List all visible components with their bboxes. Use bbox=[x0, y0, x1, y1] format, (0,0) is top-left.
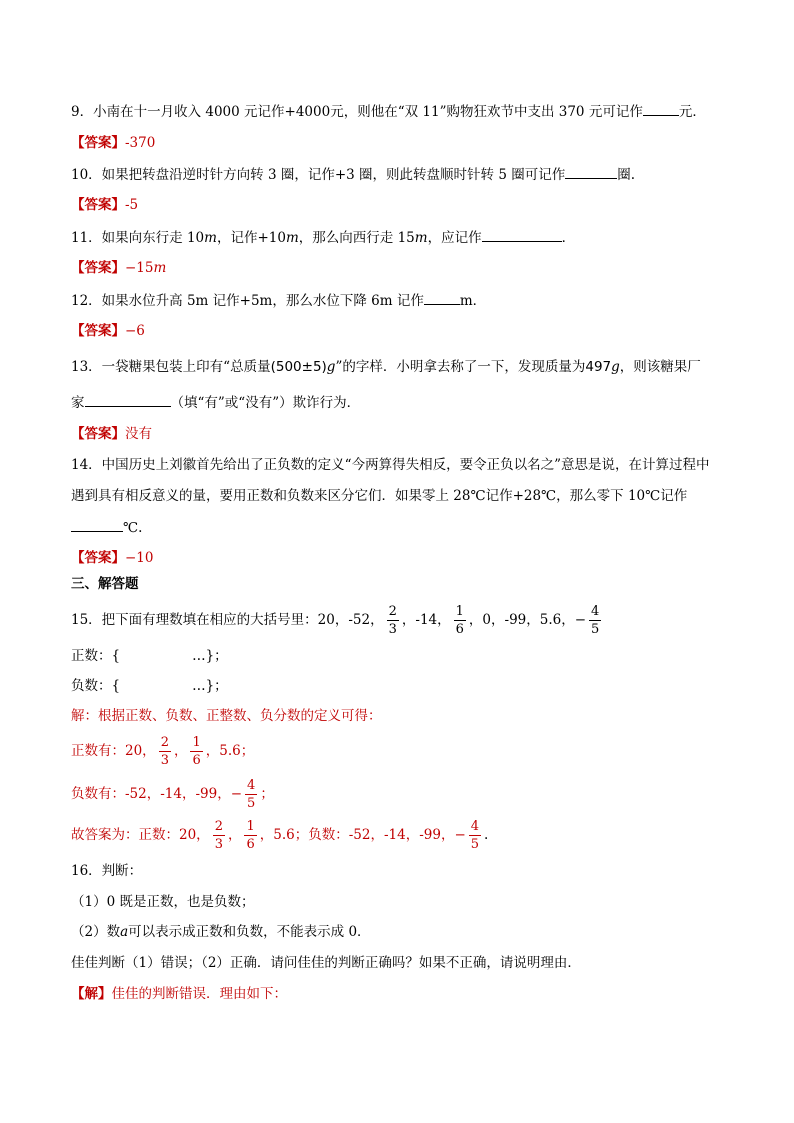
question-14-line-2: 遇到具有相反意义的量，要用正数和负数来区分它们．如果零上 28℃记作+28℃，那么零下 10℃记作 bbox=[71, 488, 688, 504]
question-11: 11．如果向东行走 10m，记作+10m，那么向西行走 15m，应记作 ． bbox=[71, 227, 734, 248]
answer-blank bbox=[565, 164, 617, 179]
solution-15-positive: 正数有：20， $\frac{2}{3}$ ， $\frac{1}{6}$ ，5.6； bbox=[71, 735, 255, 768]
answer-blank bbox=[85, 392, 171, 407]
answer-11: 【答案】−15m bbox=[71, 260, 167, 276]
question-10: 10．如果把转盘沿逆时针方向转 3 圈，记作+3 圈，则此转盘顺时针转 5 圈可记作 圈. bbox=[71, 164, 734, 185]
solution-15-intro: 解：根据正数、负数、正整数、负分数的定义可得： bbox=[71, 708, 382, 724]
question-16-statement-2: （2）数a可以表示成正数和负数，不能表示成 0． bbox=[71, 924, 371, 940]
answer-14: 【答案】−10 bbox=[71, 550, 154, 566]
fraction: $\frac{2}{3}$ bbox=[160, 735, 169, 768]
question-16-statement-1: （1）0 既是正数，也是负数； bbox=[71, 894, 255, 910]
answer-blank bbox=[482, 227, 562, 242]
question-16: 16．判断： bbox=[71, 863, 143, 879]
answer-blank bbox=[643, 101, 679, 116]
answer-10: 【答案】-5 bbox=[71, 197, 139, 213]
answer-16: 【解】佳佳的判断错误．理由如下： bbox=[71, 986, 287, 1002]
fraction: $\frac{1}{6}$ bbox=[455, 604, 464, 637]
fraction: $\frac{4}{5}$ bbox=[591, 604, 600, 637]
question-12: 12．如果水位升高 5m 记作+5m，那么水位下降 6m 记作 m． bbox=[71, 290, 734, 311]
question-16-prompt: 佳佳判断（1）错误；（2）正确．请问佳佳的判断正确吗？如果不正确，请说明理由． bbox=[71, 955, 581, 971]
fraction: $\frac{2}{3}$ bbox=[214, 819, 223, 852]
question-13-line-2: 家 （填“有”或“没有”）欺诈行为． bbox=[71, 392, 734, 413]
answer-12: 【答案】−6 bbox=[71, 323, 145, 339]
question-13: 13．一袋糖果包装上印有“总质量(500±5)g”的字样．小明拿去称了一下，发现质量为497g，则该糖果厂 bbox=[71, 359, 701, 375]
fraction: $\frac{4}{5}$ bbox=[247, 778, 256, 811]
answer-blank bbox=[71, 517, 123, 532]
question-15: 15．把下面有理数填在相应的大括号里：20，-52， $\frac{2}{3}$ ，-14， $\frac{1}{6}$ ，0，-99，5.6，− $\frac{4}{5}$ bbox=[71, 604, 600, 637]
solution-15-answer: 故答案为：正数：20， $\frac{2}{3}$ ， $\frac{1}{6}$ ，5.6；负数：-52，-14，-99，− $\frac{4}{5}$ . bbox=[71, 819, 489, 852]
answer-blank bbox=[424, 290, 460, 305]
answer-9: 【答案】-370 bbox=[71, 135, 156, 151]
fraction: $\frac{2}{3}$ bbox=[388, 604, 397, 637]
fraction: $\frac{4}{5}$ bbox=[470, 819, 480, 852]
positive-set: 正数：{ …}； bbox=[71, 648, 228, 664]
question-14-line-3: ℃. bbox=[71, 517, 734, 538]
answer-13: 【答案】没有 bbox=[71, 426, 152, 442]
question-9: 9．小南在十一月收入 4000 元记作+4000元，则他在“双 11”购物狂欢节中支出 370 元可记作 元． bbox=[71, 101, 734, 122]
question-14: 14．中国历史上刘徽首先给出了正负数的定义“今两算得失相反，要令正负以名之”意思是说，在计算过程中 bbox=[71, 457, 710, 473]
solution-15-negative: 负数有：-52，-14，-99，− $\frac{4}{5}$ ； bbox=[71, 778, 274, 811]
negative-set: 负数：{ …}； bbox=[71, 678, 228, 694]
fraction: $\frac{1}{6}$ bbox=[246, 819, 255, 852]
fraction: $\frac{1}{6}$ bbox=[192, 735, 201, 768]
section-heading: 三、解答题 bbox=[71, 576, 139, 592]
